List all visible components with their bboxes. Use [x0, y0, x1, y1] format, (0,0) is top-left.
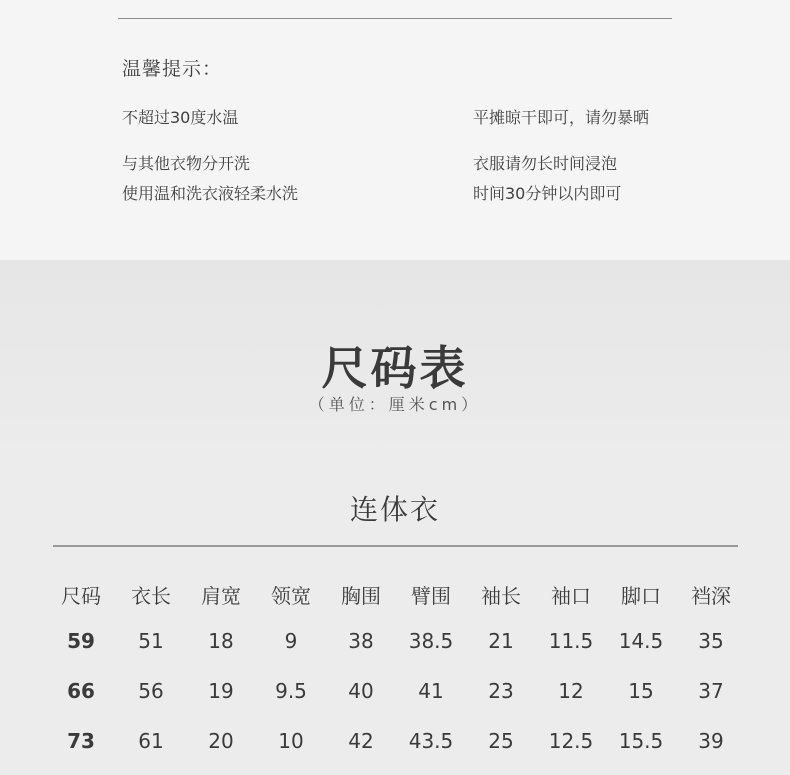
- table-body: [46, 616, 746, 766]
- table-header-cell: 衣长: [131, 583, 171, 608]
- size-table: [46, 572, 746, 766]
- table-cell: 12.5: [548, 729, 594, 753]
- table-row: [46, 616, 746, 666]
- tip-dry: 平摊晾干即可，请勿暴晒: [473, 108, 650, 127]
- size-chart-unit: （单位：厘米cm）: [308, 395, 482, 414]
- table-header-cell: 裆深: [691, 583, 731, 608]
- table-cell: 10: [278, 729, 304, 753]
- table-header-cell: 脚口: [621, 583, 661, 608]
- table-cell: 37: [698, 679, 724, 703]
- tip-detergent: 使用温和洗衣液轻柔水洗: [122, 184, 299, 203]
- table-header-cell: 肩宽: [201, 583, 241, 608]
- table-cell: 42: [348, 729, 374, 753]
- tips-title: 温馨提示：: [122, 58, 223, 80]
- table-cell: 61: [138, 729, 164, 753]
- table-row: [46, 716, 746, 766]
- table-cell: 12: [558, 679, 584, 703]
- table-header-row: [46, 572, 746, 616]
- care-tips-section: [0, 0, 790, 260]
- table-cell: 25: [488, 729, 514, 753]
- table-header-cell: 臂围: [411, 583, 451, 608]
- table-header-cell: 尺码: [61, 583, 101, 608]
- tip-water-temp: 不超过30度水温: [122, 108, 239, 127]
- table-divider: [53, 545, 738, 547]
- table-cell: 15: [628, 679, 654, 703]
- table-header-cell: 袖口: [551, 583, 591, 608]
- table-header-cell: 袖长: [481, 583, 521, 608]
- table-cell: 11.5: [548, 629, 594, 653]
- size-label-cell: 59: [67, 629, 95, 653]
- table-cell: 15.5: [618, 729, 664, 753]
- table-cell: 56: [138, 679, 164, 703]
- size-chart-subtitle: 连体衣: [349, 493, 440, 526]
- table-cell: 9.5: [275, 679, 307, 703]
- tip-soak: 衣服请勿长时间浸泡: [473, 154, 618, 173]
- table-cell: 35: [698, 629, 724, 653]
- size-chart-section: [0, 260, 790, 775]
- table-header-cell: 领宽: [271, 583, 311, 608]
- table-cell: 9: [284, 629, 298, 653]
- tip-separate: 与其他衣物分开洗: [122, 154, 251, 173]
- table-cell: 43.5: [408, 729, 454, 753]
- table-row: [46, 666, 746, 716]
- table-cell: 38: [348, 629, 374, 653]
- table-cell: 14.5: [618, 629, 664, 653]
- size-chart-title: 尺码表: [321, 341, 469, 395]
- table-cell: 41: [418, 679, 444, 703]
- table-cell: 38.5: [408, 629, 454, 653]
- table-cell: 18: [208, 629, 234, 653]
- table-cell: 19: [208, 679, 234, 703]
- table-header-cell: 胸围: [341, 583, 381, 608]
- tip-soak-time: 时间30分钟以内即可: [473, 184, 622, 203]
- size-label-cell: 66: [67, 679, 95, 703]
- table-cell: 40: [348, 679, 374, 703]
- table-cell: 21: [488, 629, 514, 653]
- table-cell: 20: [208, 729, 234, 753]
- table-cell: 39: [698, 729, 724, 753]
- top-divider: [118, 18, 672, 19]
- size-label-cell: 73: [67, 729, 95, 753]
- table-cell: 51: [138, 629, 164, 653]
- table-cell: 23: [488, 679, 514, 703]
